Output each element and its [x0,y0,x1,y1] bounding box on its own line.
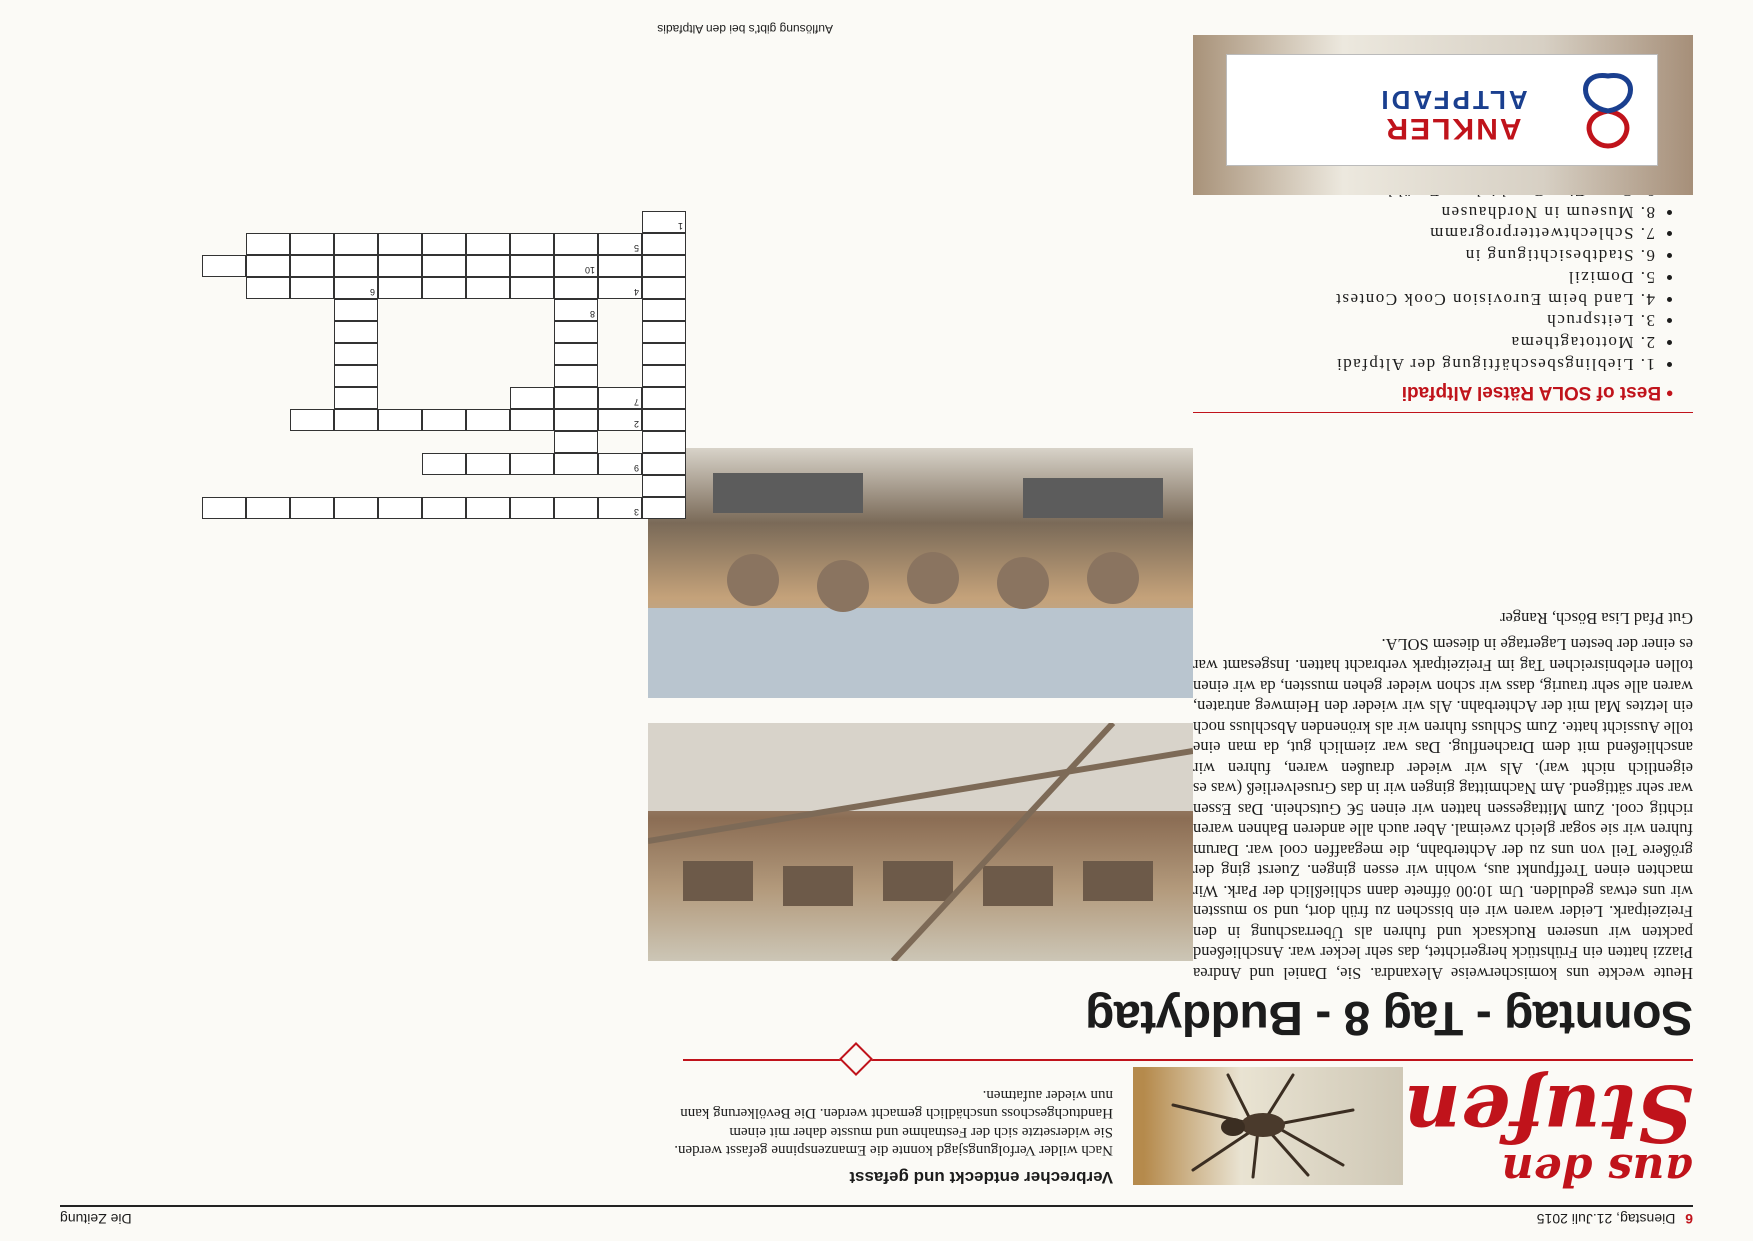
crossword-cell [510,255,554,277]
crossword-cell [422,255,466,277]
crossword-cell [290,409,334,431]
crossword-cell [554,233,598,255]
crossword-cell [334,321,378,343]
crossword-cell [554,321,598,343]
crossword-clue-number: 5 [633,243,639,253]
crossword-cell [290,233,334,255]
crossword-cell [334,343,378,365]
crossword-cell [334,233,378,255]
crossword-cell [642,431,686,453]
quiz-clue: • 6. Stadtbesichtigung in [1155,245,1655,267]
crossword-cell [554,365,598,387]
crossword-cell [466,277,510,299]
crossword-cell [642,365,686,387]
crossword-cell [554,497,598,519]
crossword-cell [422,277,466,299]
crossword-cell [510,233,554,255]
crossword-cell [378,497,422,519]
crossword-cell [202,255,246,277]
crossword-cell [378,277,422,299]
newspaper-name: Die Zeitung [60,1211,132,1227]
crossword-cell [466,497,510,519]
crossword-cell [642,255,686,277]
quiz-clue: • 2. Mottotagthema [1155,332,1655,354]
crossword-cell [510,409,554,431]
banner-line1: ANKLER [1384,112,1522,145]
quiz-clue: • 8. Museum in Nordhausen [1155,201,1655,223]
crossword-cell [510,387,554,409]
crossword-clue-number: 10 [584,265,595,275]
crossword-cell [334,409,378,431]
quiz-clue: • 1. Lieblingsbeschäftigung der Altpfadi [1155,353,1655,375]
crossword-clue-number: 2 [633,419,639,429]
crossword-cell [246,497,290,519]
bullet-icon: • [1661,382,1673,403]
crossword-cell [422,409,466,431]
crossword-cell [642,497,686,519]
crossword-cell [642,321,686,343]
crossword-cell [334,299,378,321]
quiz-clue: • 5. Domizil [1155,266,1655,288]
page-number: 6 [1685,1211,1693,1227]
crossword-cell [642,277,686,299]
crossword-cell [334,497,378,519]
crossword-cell [642,453,686,475]
quiz-clue: • 7. Schlechtwetterprogramm [1155,223,1655,245]
section-title-line2: Stufen [1404,1067,1693,1158]
crossword-cell [642,475,686,497]
crossword-cell [378,409,422,431]
crossword-cell [334,255,378,277]
crossword-cell [334,387,378,409]
crossword-cell [510,277,554,299]
quiz-title-text: Best of SOLA Rätsel Altpfadi [1401,382,1662,403]
crossword-cell [554,431,598,453]
crossword-cell [642,299,686,321]
crossword-cell [202,497,246,519]
crossword-solution-note: Auflösung gibt's bei den Altpfadis [657,22,833,36]
crossword-cell [554,409,598,431]
crossword-cell [378,255,422,277]
article-body: Heute weckte uns komischerweise Alexandra. Sie, Daniel und Andrea Piazzi hatten ein Frühstück hergerichtet, das sehr lecker war. Anschließend packten wir unseren Rucksack und fuhren als Überraschung in den Freizeitpark. Leider waren wir ein bisschen zu früh dort, und so mussten wir uns etwas gedulden. Um 10:00 öffnete dann schließlich der Park. Wir machten einen Treffpunkt aus, wohin wir essen gingen. Zuerst ging der größere Teil von uns zu der Achterbahn, die megaaffen cool war. Darum fuhren wir sie sogar gleich zweimal. Aber auch alle anderen Bahnen waren richtig cool. Zum Mittagessen hatten wir einen 5€ Gutschein. Das Essen war sehr sättigend. Am Nachmittag gingen wir in das Gruselverließ (was es eigentlich nicht war). Als wir wieder draußen waren, fuhren wir anschließend mit dem Drachenflug. Das war ziemlich gut, da man eine tolle Aussicht hatte. Zum Schluss fuhren wir als krönenden Abschluss noch ein letztes Mal mit der Achterbahn. Als wir wieder den Heimweg antraten, waren alle sehr traurig, dass wir schon wieder gehen mussten, da wir einen tollen erlebnisreichen Tag im Freizeitpark verbracht hatten. Insgesamt war es einer der besten Lagertage in diesem SOLA. [1193,635,1693,983]
crossword-cell [554,453,598,475]
crossword-cell [290,277,334,299]
crossword-clue-number: 3 [633,507,639,517]
crossword-cell [466,255,510,277]
crossword-cell [466,409,510,431]
crossword-clue-number: 9 [633,463,639,473]
crossword-cell [422,233,466,255]
crossword-cell [422,453,466,475]
crossword-cell [334,365,378,387]
crossword-cell [378,233,422,255]
crossword-cell [510,497,554,519]
crossword-clue-number: 4 [633,287,639,297]
crossword-cell [246,233,290,255]
issue-date: Dienstag, 21.Juli 2015 [1536,1211,1676,1227]
crossword-cell [554,343,598,365]
crossword-cell [290,497,334,519]
news-headline: Verbrecher entdeckt und gefasst [849,1168,1113,1187]
crossword-cell [642,409,686,431]
banner-line2: ALTPFADI [1378,85,1528,115]
article-title: Sonntag - Tag 8 - Buddytag [1085,991,1693,1044]
crossword-cell [246,277,290,299]
quiz-clue: • 4. Land beim Eurovision Cook Contest [1155,288,1655,310]
news-body: Nach wilder Verfolgungsjagd konnte die Emanzenspinne gefasst werden. Sie widersetzte sich der Festnahme und musste daher mit einem Handtuchgeschoss unschädlich gemacht werden. Die Bevölkerung kann nun wieder aufatmen. [674,1087,1113,1158]
crossword-cell [466,453,510,475]
crossword-cell [290,255,334,277]
crossword-cell [642,343,686,365]
crossword-cell [598,255,642,277]
article-signoff: Gut Pfad Lisa Bösch, Ranger [1500,608,1693,628]
crossword-cell [554,277,598,299]
crossword-cell [554,387,598,409]
crossword-cell [642,387,686,409]
crossword-clue-number: 7 [633,397,639,407]
crossword-cell [466,233,510,255]
crossword-clue-number: 6 [369,287,375,297]
quiz-clue: • 3. Leitspruch [1155,310,1655,332]
crossword-clue-number: 8 [589,309,595,319]
crossword-cell [422,497,466,519]
crossword-cell [510,453,554,475]
section-title-line1: aus den [1501,1144,1693,1195]
crossword-cell [642,233,686,255]
crossword-clue-number: 1 [677,221,683,231]
crossword-cell [246,255,290,277]
